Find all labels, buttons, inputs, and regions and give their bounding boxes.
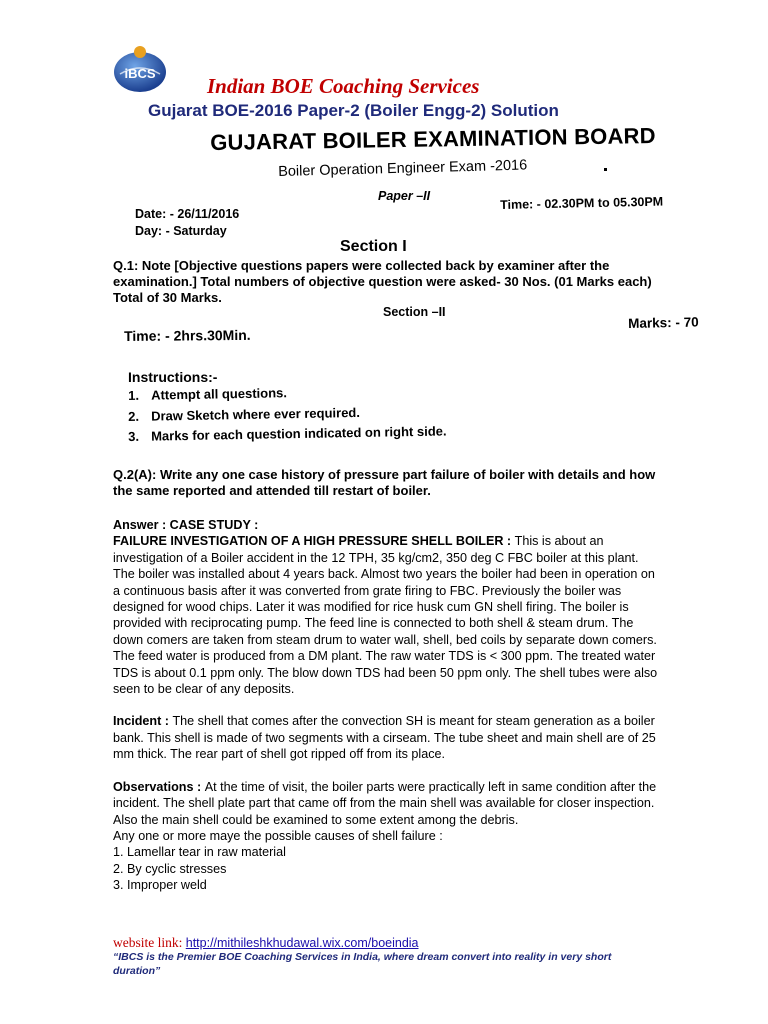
cause-item: 1. Lamellar tear in raw material <box>113 845 286 860</box>
section-1-heading: Section I <box>340 238 407 255</box>
board-title: GUJARAT BOILER EXAMINATION BOARD <box>210 123 656 155</box>
total-marks: Marks: - 70 <box>628 314 699 331</box>
website-label: website link: <box>113 935 186 950</box>
website-link[interactable]: http://mithileshkhudawal.wix.com/boeindia <box>185 936 419 950</box>
instruction-item: 3. Marks for each question indicated on right side. <box>128 423 447 444</box>
paper-title: Gujarat BOE-2016 Paper-2 (Boiler Engg-2) Solution <box>148 101 559 120</box>
cause-item: 3. Improper weld <box>113 878 207 893</box>
footer-website <box>113 935 419 951</box>
question-2a: Q.2(A): Write any one case history of pressure part failure of boiler with details and how the same reported and attended till restart of boiler. <box>113 467 656 498</box>
answer-heading: Answer : CASE STUDY : <box>113 518 259 532</box>
logo-text: iBCS <box>124 66 156 81</box>
exam-date: Date: - 26/11/2016 <box>135 207 240 221</box>
instruction-item: 2. Draw Sketch where ever required. <box>128 404 361 424</box>
case-study-paragraph: FAILURE INVESTIGATION OF A HIGH PRESSURE SHELL BOILER : This is about an investigation of a Boiler accident in the 12 TPH, 35 kg/cm2, 350 deg C FBC boiler at this plant. The boiler was installed about 4 years back. Almost two years the boiler had been in operation on a continuous basis after it was converted from grate firing to FBC. Previously the boiler was designed for wood chips. Later it was modified for rice husk cum GN shell firing. The boiler is provided with reciprocating pump. The feed line is connected to both shell & steam drum. The down comers are taken from steam drum to water wall, shell, bed coils by separate down comers. The feed water is produced from a DM plant. The raw water TDS is < 300 ppm. The treated water TDS is about 0.1 ppm only. The blow down TDS had been 50 ppm only. The shell tubes were also seen to be clear of any deposits. <box>113 534 658 697</box>
causes-intro: Any one or more maye the possible causes of shell failure : <box>113 828 443 843</box>
section-time: Time: - 2hrs.30Min. <box>124 326 251 344</box>
cause-item: 2. By cyclic stresses <box>113 861 227 876</box>
scan-mark <box>604 168 607 171</box>
footer-tagline: “IBCS is the Premier BOE Coaching Services in India, where dream convert into reality in very short duration” <box>113 951 612 977</box>
question-1: Q.1: Note [Objective questions papers were collected back by examiner after the examination.] Total numbers of objective question were asked- 30 Nos. (01 Marks each) Total of 30 Marks. <box>113 258 652 305</box>
exam-time: Time: - 02.30PM to 05.30PM <box>500 194 664 212</box>
paper-number: Paper –II <box>378 189 431 203</box>
exam-day: Day: - Saturday <box>135 224 227 238</box>
instructions-heading: Instructions:- <box>128 369 218 385</box>
observations-paragraph: Observations : At the time of visit, the boiler parts were practically left in same condition after the incident. The shell plate part that came off from the main shell was available for closer inspection. Also the main shell could be examined to some extent among the debris. <box>113 779 657 827</box>
org-name: Indian BOE Coaching Services <box>207 74 480 98</box>
instruction-item: 1. Attempt all questions. <box>128 385 288 403</box>
exam-title: Boiler Operation Engineer Exam -2016 <box>278 157 528 180</box>
answer-body <box>113 517 658 894</box>
incident-paragraph: Incident : The shell that comes after the convection SH is meant for steam generation as a boiler bank. This shell is made of two segments with a cirseam. The tube sheet and main shell are of 25 mm thick. The rear part of shell got ripped off from its place. <box>113 714 656 762</box>
section-2-heading: Section –II <box>383 305 446 319</box>
